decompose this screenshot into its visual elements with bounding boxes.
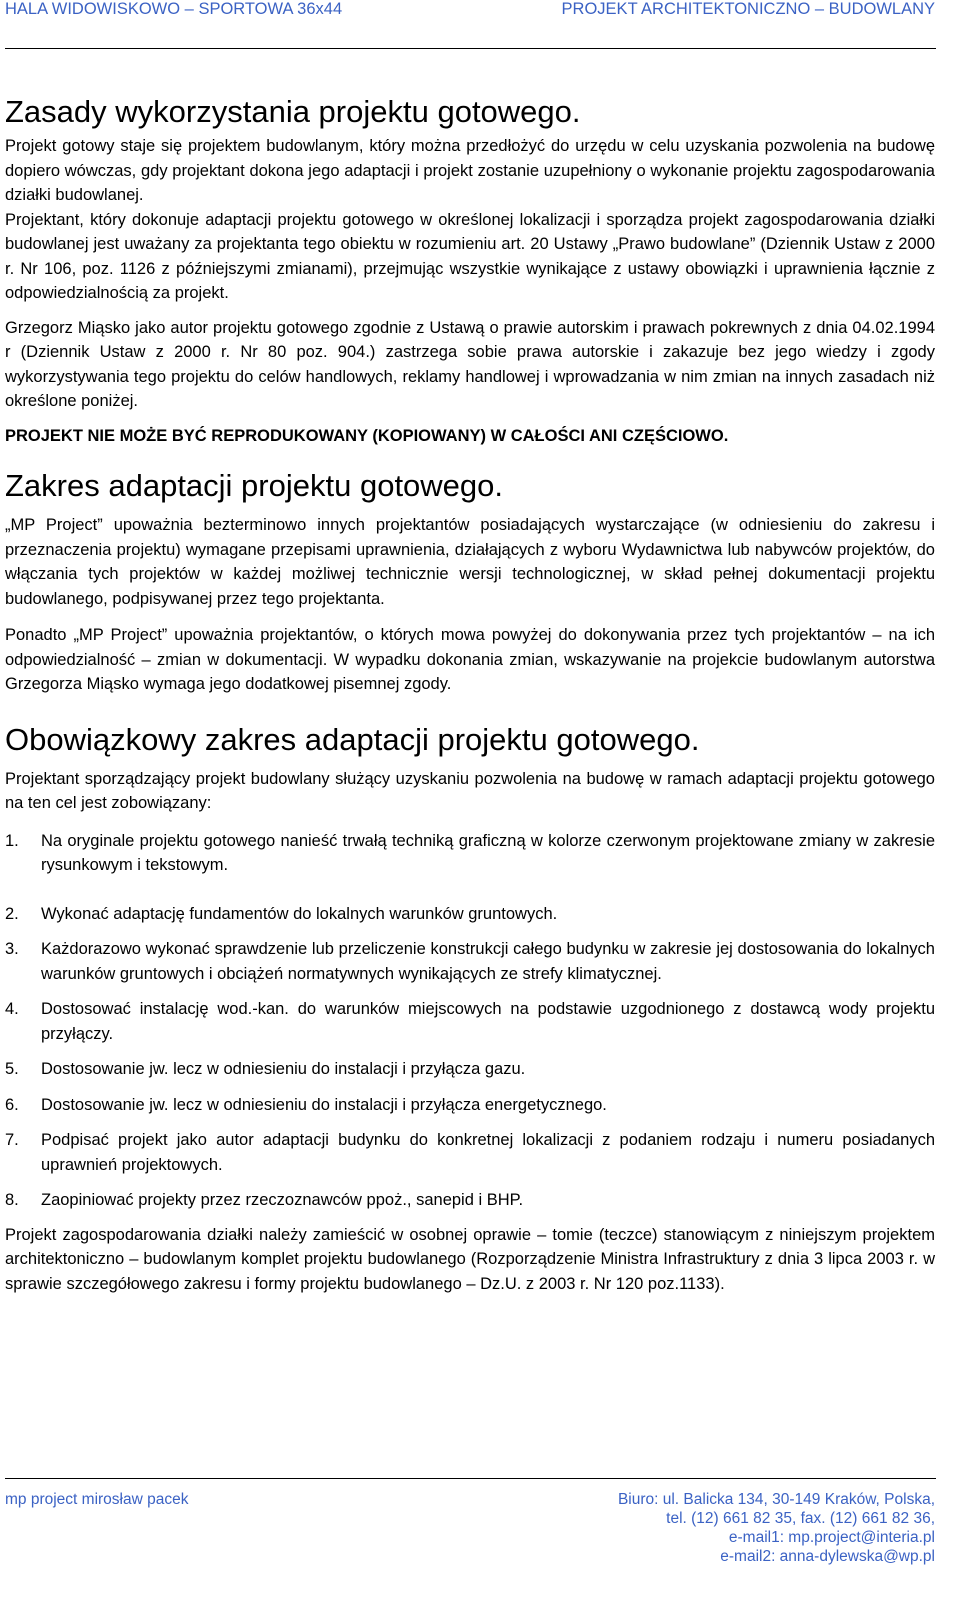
paragraph-authorization: „MP Project” upoważnia bezterminowo innych projektantów posiadających wystarczające (w odniesieniu do zakresu i przeznaczenia projektu) wymagane przepisami uprawnienia, działających z wyboru Wydawnictwa lub nabywców projektów, do włączania tych projektów w każdej możliwej technicznie wersji technologicznej, w skład pełnej dokumentacji projektu budowlanego, podpisywanej przez tego projektanta.: [5, 516, 935, 608]
section-heading-usage-rules: Zasady wykorzystania projektu gotowego.: [5, 94, 581, 129]
list-item: 3. Każdorazowo wykonać sprawdzenie lub przeliczenie konstrukcji całego budynku w zakresie jej dostosowania do lokalnych warunków gruntowych i obciążeń normatywnych wynikających ze strefy klimatycznej.: [5, 940, 935, 983]
list-item: 6. Dostosowanie jw. lecz w odniesieniu do instalacji i przyłącza energetycznego.: [5, 1095, 607, 1114]
footer-divider: [5, 1478, 936, 1479]
paragraph-obligations-intro: Projektant sporządzający projekt budowlany służący uzyskaniu pozwolenia na budowę w ramach adaptacji projektu gotowego na ten cel jest zobowiązany:: [5, 769, 935, 812]
list-item: 2. Wykonać adaptację fundamentów do lokalnych warunków gruntowych.: [5, 904, 558, 923]
list-item: 1. Na oryginale projektu gotowego nanieść trwałą techniką graficzną w kolorze czerwonym projektowane zmiany w zakresie rysunkowym i tekstowym.: [5, 831, 935, 874]
header-divider: [5, 48, 936, 49]
footer-email-1[interactable]: e-mail1: mp.project@interia.pl: [728, 1529, 935, 1546]
paragraph-copyright: Grzegorz Miąsko jako autor projektu gotowego zgodnie z Ustawą o prawie autorskim i prawach pokrewnych z dnia 04.02.1994 r (Dziennik Ustaw z 2000 r. Nr 80 poz. 904.) zastrzega sobie prawa autorskie i zakazuje bez jego wiedzy i zgody wykorzystywania tego projektu do celów handlowych, reklamy handlowej i wprowadzania w nim zmian na innych zasadach niż określone poniżej.: [5, 318, 935, 410]
footer-company: mp project mirosław pacek: [5, 1491, 189, 1508]
list-item: 8. Zaopiniować projekty przez rzeczoznawców ppoż., sanepid i BHP.: [5, 1191, 524, 1209]
footer-address: Biuro: ul. Balicka 134, 30-149 Kraków, Polska,: [617, 1491, 935, 1508]
footer-phone: tel. (12) 661 82 35, fax. (12) 661 82 36,: [666, 1510, 935, 1527]
footer-contact: [618, 1490, 935, 1566]
list-item: 7. Podpisać projekt jako autor adaptacji budynku do konkretnej lokalizacji z podaniem rodzaju i numeru posiadanych uprawnień projektowych.: [5, 1131, 935, 1174]
page-header: [5, 0, 935, 22]
list-item: 5. Dostosowanie jw. lecz w odniesieniu do instalacji i przyłącza gazu.: [5, 1060, 526, 1078]
paragraph-changes: Ponadto „MP Project” upoważnia projektantów, o których mowa powyżej do dokonywania przez tych projektantów – na ich odpowiedzialność – zmian w dokumentacji. W wypadku dokonania zmian, wskazywanie na projekcie budowlanym autorstwa Grzegorza Miąsko wymaga jego dodatkowej pisemnej zgody.: [5, 626, 935, 693]
paragraph-site-plan: Projekt zagospodarowania działki należy zamieścić w osobnej oprawie – tomie (teczce) stanowiącym z niniejszym projektem architektoniczno – budowlanym komplet projektu budowlanego (Rozporządzenie Ministra Infrastruktury z dnia 3 lipca 2003 r. w sprawie szczegółowego zakresu i formy projektu budowlanego – Dz.U. z 2003 r. Nr 120 poz.1133).: [5, 1225, 935, 1293]
header-title-right: PROJEKT ARCHITEKTONICZNO – BUDOWLANY: [561, 0, 935, 18]
paragraph-designer-responsibility: Projektant, który dokonuje adaptacji projektu gotowego w określonej lokalizacji i sporządza projekt zagospodarowania działki budowlanej jest uważany za projektanta tego obiektu w rozumieniu art. 20 Ustawy „Prawo budowlane” (Dziennik Ustaw z 2000 r. Nr 106, poz. 1126 z późniejszymi zmianami), przejmując wszystkie wynikające z ustawy obowiązki i uprawnienia łącznie z odpowiedzialnością za projekt.: [5, 210, 935, 302]
paragraph-ready-project: Projekt gotowy staje się projektem budowlanym, który można przedłożyć do urzędu w celu uzyskania pozwolenia na budowę dopiero wówczas, gdy projektant dokona jego adaptacji i projekt zostanie uzupełniony o wykonanie projektu zagospodarowania działki budowlanej.: [5, 137, 935, 204]
header-title-left: HALA WIDOWISKOWO – SPORTOWA 36x44: [5, 0, 343, 18]
document-content: [5, 94, 935, 1296]
footer-email-2[interactable]: e-mail2: anna-dylewska@wp.pl: [720, 1548, 935, 1565]
section-heading-adaptation-scope: Zakres adaptacji projektu gotowego.: [5, 468, 504, 503]
obligations-list: [5, 829, 935, 1213]
paragraph-no-reproduction: PROJEKT NIE MOŻE BYĆ REPRODUKOWANY (KOPIOWANY) W CAŁOŚCI ANI CZĘŚCIOWO.: [5, 426, 729, 445]
list-item: 4. Dostosować instalację wod.-kan. do warunków miejscowych na podstawie uzgodnionego z dostawcą wody projektu przyłączy.: [5, 1000, 935, 1043]
section-heading-mandatory-scope: Obowiązkowy zakres adaptacji projektu gotowego.: [5, 721, 700, 757]
